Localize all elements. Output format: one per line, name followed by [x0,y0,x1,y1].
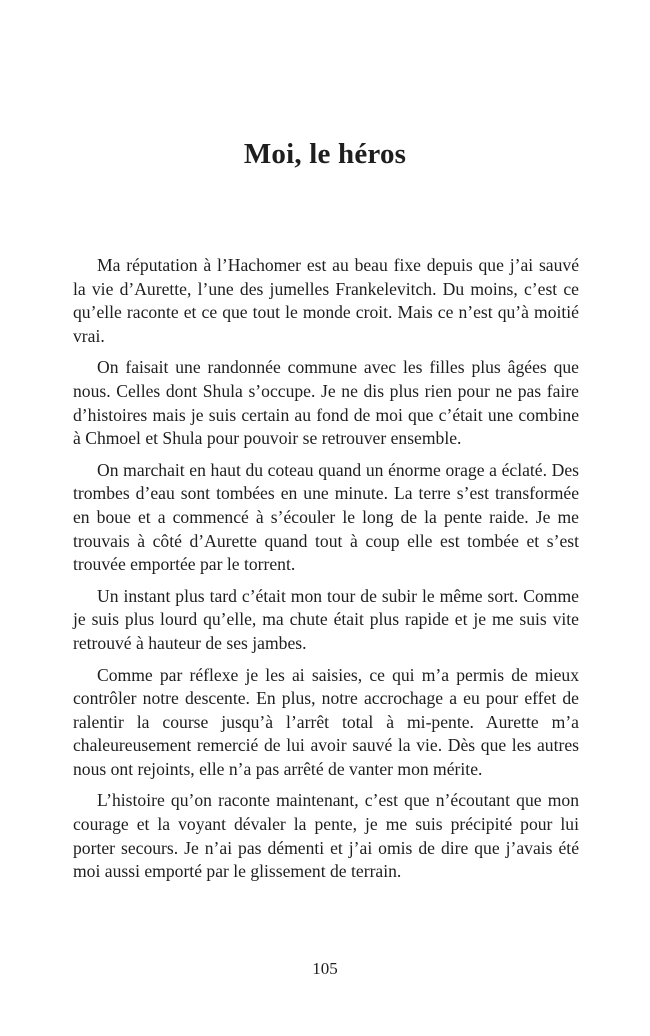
chapter-title: Moi, le héros [243,138,407,170]
paragraph: On faisait une randonnée commune avec les filles plus âgées que nous. Celles dont Shula s’occupe. Je ne dis plus rien pour ne pas faire d’histoires mais je suis certain au fond de moi que c’était une combine à Chmoel et Shula pour pouvoir se retrouver ensemble. [73,357,579,449]
page-number: 105 [312,959,338,978]
paragraph: L’histoire qu’on raconte maintenant, c’est que n’écoutant que mon courage et la voyant dévaler la pente, je me suis précipité pour lui porter secours. Je n’ai pas démenti et j’ai omis de dire que j’avais été moi aussi emporté par le glissement de terrain. [73,790,579,882]
chapter-body [73,254,579,892]
paragraph: On marchait en haut du coteau quand un énorme orage a éclaté. Des trombes d’eau sont tombées en une minute. La terre s’est transformée en boue et a commencé à s’écouler le long de la pente raide. Je me trouvais à côté d’Aurette quand tout à coup elle est tombée et s’est trouvée emportée par le torrent. [73,459,579,575]
paragraph: Ma réputation à l’Hachomer est au beau fixe depuis que j’ai sauvé la vie d’Aurette, l’une des jumelles Frankelevitch. Du moins, c’est ce qu’elle raconte et ce que tout le monde croit. Mais ce n’est qu’à moitié vrai. [73,255,579,346]
paragraph: Un instant plus tard c’était mon tour de subir le même sort. Comme je suis plus lourd qu’elle, ma chute était plus rapide et je me suis vite retrouvé à hauteur de ses jambes. [73,585,579,653]
paragraph: Comme par réflexe je les ai saisies, ce qui m’a permis de mieux contrôler notre descente. En plus, notre accrochage a eu pour effet de ralentir la course jusqu’à l’arrêt total à mi-pente. Aurette m’a chaleureusement remercié de lui avoir sauvé la vie. Dès que les autres nous ont rejoints, elle n’a pas arrêté de vanter mon mérite. [73,664,579,779]
